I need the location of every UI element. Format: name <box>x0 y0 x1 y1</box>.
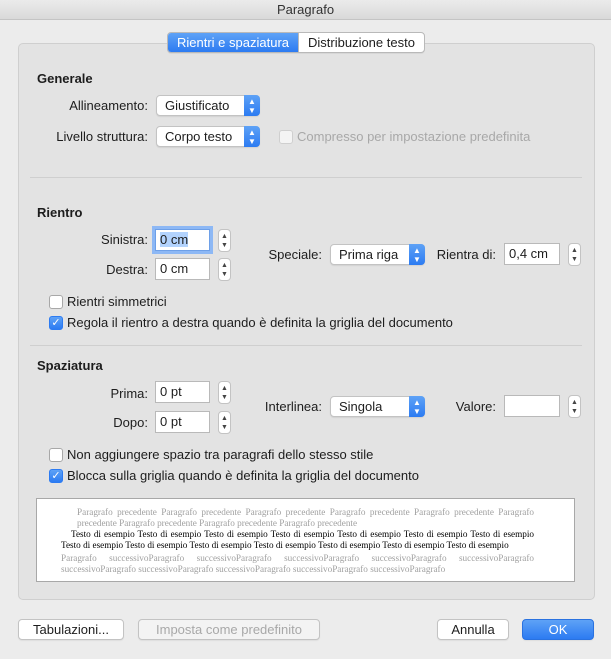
section-title-general: Generale <box>37 71 93 86</box>
line-spacing-popup[interactable] <box>330 396 425 417</box>
indent-right-label: Destra: <box>106 262 148 277</box>
indent-by-field[interactable] <box>504 243 560 265</box>
line-spacing-at-label: Valore: <box>455 399 496 414</box>
spacing-before-label: Prima: <box>110 386 148 401</box>
spacing-after-value: 0 pt <box>160 414 182 429</box>
special-popup[interactable] <box>330 244 425 265</box>
ok-button[interactable]: OK <box>522 619 594 640</box>
cancel-button[interactable]: Annulla <box>437 619 509 640</box>
popup-arrows-icon: ▲ ▼ <box>409 244 425 265</box>
indent-right-value: 0 cm <box>160 261 189 276</box>
special-label: Speciale: <box>268 247 322 262</box>
tab-indents-spacing[interactable]: Rientri e spaziatura <box>168 33 298 52</box>
line-spacing-value: Singola <box>339 399 383 414</box>
mirror-indents-checkbox[interactable] <box>49 295 63 309</box>
window-title: Paragrafo <box>0 0 611 20</box>
set-as-default-button[interactable]: Imposta come predefinito <box>138 619 320 640</box>
mirror-indents-label: Rientri simmetrici <box>67 294 167 309</box>
indent-by-stepper[interactable]: ▲ ▼ <box>568 243 581 266</box>
indent-left-label: Sinistra: <box>101 232 148 247</box>
section-title-spacing: Spaziatura <box>37 358 103 373</box>
spacing-before-stepper[interactable]: ▲ ▼ <box>218 381 231 404</box>
no-space-same-style-checkbox[interactable] <box>49 448 63 462</box>
indent-left-field[interactable] <box>155 229 210 251</box>
spacing-after-stepper[interactable]: ▲ ▼ <box>218 411 231 434</box>
snap-to-grid-checkbox[interactable]: ✓ <box>49 469 63 483</box>
special-value: Prima riga <box>339 247 399 262</box>
outline-level-popup[interactable] <box>156 126 260 147</box>
paragraph-preview <box>36 498 575 582</box>
spacing-after-field[interactable] <box>155 411 210 433</box>
no-space-same-style-label: Non aggiungere spazio tra paragrafi dello stesso stile <box>67 447 374 462</box>
line-spacing-at-field[interactable] <box>504 395 560 417</box>
indent-by-value: 0,4 cm <box>509 246 549 261</box>
indent-by-label: Rientra di: <box>436 247 496 262</box>
popup-arrows-icon: ▲ ▼ <box>244 95 260 116</box>
collapsed-default-checkbox[interactable] <box>279 130 293 144</box>
indent-right-field[interactable] <box>155 258 210 280</box>
snap-to-grid-label: Blocca sulla griglia quando è definita la griglia del documento <box>67 468 419 483</box>
divider <box>30 177 582 178</box>
tab-line-page-breaks[interactable]: Distribuzione testo <box>298 33 424 52</box>
tab-bar <box>167 32 425 53</box>
preview-sample-text: Testo di esempio Testo di esempio Testo di esempio Testo di esempio Testo di esempio Testo di esempio Testo di esempio Testo di esempio Testo di esempio Testo di esempio Testo di esempio Testo di esempio Testo di esempio Testo di esempio <box>61 529 534 550</box>
popup-arrows-icon: ▲ ▼ <box>409 396 425 417</box>
preview-next-paragraph: Paragrafo successivoParagrafo successivoParagrafo successivoParagrafo successivoParagrafo successivoParagrafo successivoParagrafo successivoParagrafo successivoParagrafo successivoParagrafo successivoParagrafo <box>61 553 534 574</box>
alignment-label: Allineamento: <box>69 98 148 113</box>
preview-previous-paragraph: Paragrafo precedente Paragrafo precedente Paragrafo precedente Paragrafo precedente Paragrafo precedente Paragrafo precedente Paragrafo precedente Paragrafo precedente Paragrafo precedente <box>77 507 534 528</box>
section-title-indent: Rientro <box>37 205 83 220</box>
alignment-popup[interactable] <box>156 95 260 116</box>
spacing-after-label: Dopo: <box>113 415 148 430</box>
spacing-before-field[interactable] <box>155 381 210 403</box>
adjust-right-indent-label: Regola il rientro a destra quando è definita la griglia del documento <box>67 315 453 330</box>
popup-arrows-icon: ▲ ▼ <box>244 126 260 147</box>
line-spacing-label: Interlinea: <box>264 399 322 414</box>
outline-level-label: Livello struttura: <box>56 129 148 144</box>
tabs-button[interactable]: Tabulazioni... <box>18 619 124 640</box>
alignment-value: Giustificato <box>165 98 230 113</box>
line-spacing-at-stepper[interactable]: ▲ ▼ <box>568 395 581 418</box>
collapsed-default-label: Compresso per impostazione predefinita <box>297 129 531 144</box>
adjust-right-indent-checkbox[interactable]: ✓ <box>49 316 63 330</box>
indent-left-value: 0 cm <box>160 232 189 247</box>
outline-level-value: Corpo testo <box>165 129 233 144</box>
indent-left-stepper[interactable]: ▲ ▼ <box>218 229 231 252</box>
divider <box>30 345 582 346</box>
spacing-before-value: 0 pt <box>160 384 182 399</box>
indent-right-stepper[interactable]: ▲ ▼ <box>218 258 231 281</box>
